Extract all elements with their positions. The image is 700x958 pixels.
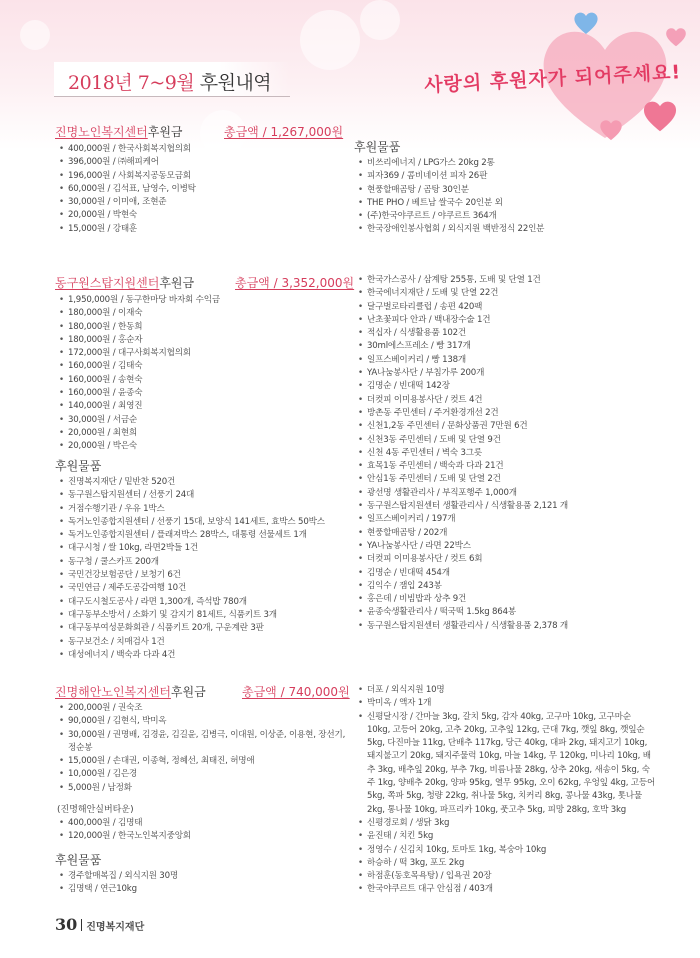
list-item: • THE PHO / 베트남 쌀국수 20인분 외 — [356, 197, 656, 210]
list-item: • 180,000원 / 한동희 — [57, 321, 347, 334]
list-item: • 400,000원 / 김명태 — [57, 817, 347, 830]
list-item: • 신천 4동 주민센터 / 벽숙 3그릇 — [356, 447, 656, 460]
page-footer — [55, 915, 144, 934]
section2-goods-heading: 후원물품 — [55, 459, 102, 473]
heart-icon — [640, 98, 680, 134]
section3-total: 총금액 / 740,000원 — [242, 685, 350, 699]
section3-goods-left-list — [57, 870, 347, 897]
list-item: • 172,000원 / 대구사회복지협의회 — [57, 347, 347, 360]
list-item: • 20,000원 / 박현숙 — [57, 209, 347, 222]
section2-heading — [55, 275, 194, 291]
section1-total: 총금액 / 1,267,000원 — [224, 125, 344, 139]
list-item: • 난초꽃피다 안과 / 백내장수술 1건 — [356, 314, 656, 327]
list-item: • 한국장애인봉사협회 / 외식지원 백반정식 22인분 — [356, 223, 656, 236]
list-item: • 일프스베이커리 / 197개 — [356, 513, 656, 526]
section1-goods-heading: 후원물품 — [354, 140, 401, 154]
list-item: • YA나눔봉사단 / 부침가루 200개 — [356, 367, 656, 380]
section3-goods-heading: 후원물품 — [55, 853, 102, 867]
list-item: • 동구청 / 쿨스카프 200개 — [57, 556, 357, 569]
list-item: • 적십자 / 식생활용품 102건 — [356, 327, 656, 340]
list-item: • 200,000원 / 권숙조 — [57, 702, 347, 715]
list-item: • 국민건강보험공단 / 보청기 6건 — [57, 569, 357, 582]
section1-goods-list — [356, 157, 656, 237]
list-item: • 180,000원 / 홍순자 — [57, 334, 347, 347]
list-item: • 국민연금 / 제주도공감여행 10건 — [57, 582, 357, 595]
list-item: • 일프스베이커리 / 빵 138개 — [356, 354, 656, 367]
section1-donation-list — [57, 143, 347, 236]
section2-total: 총금액 / 3,352,000원 — [235, 276, 355, 290]
heart-icon — [598, 118, 624, 142]
list-item: • 한국야쿠르트 대구 안심점 / 403개 — [356, 883, 656, 896]
list-item: • 독거노인종합지원센터 / 선풍기 15대, 보양식 141세트, 효박스 50박스 — [57, 516, 357, 529]
footer-divider — [81, 919, 82, 931]
list-item: • 거점수행기관 / 우유 1박스 — [57, 503, 357, 516]
list-item: • 20,000원 / 최현희 — [57, 427, 347, 440]
list-item: • 대구동부여성문화회관 / 식품키트 20개, 구운계란 3판 — [57, 622, 357, 635]
list-item: • 경주할매복집 / 외식지원 30명 — [57, 870, 347, 883]
list-item: • 현풍할매곰탕 / 곰탕 30인분 — [356, 184, 656, 197]
title-text: 후원내역 — [199, 72, 272, 94]
title-period: 2018년 7~9월 — [68, 72, 195, 94]
list-item: • 달구벌로타리클럽 / 송편 420팩 — [356, 301, 656, 314]
section3-suffix: 후원금 — [170, 685, 206, 699]
page-title — [68, 68, 271, 95]
list-item: • 196,000원 / 사회복지공동모금회 — [57, 170, 347, 183]
page-number: 30 — [55, 915, 78, 934]
list-item: • 160,000원 / 송현숙 — [57, 374, 347, 387]
list-item: • 효목1동 주민센터 / 백숙과 다과 21건 — [356, 460, 656, 473]
list-item: • 하점훈(동호목욕탕) / 입욕권 20장 — [356, 870, 656, 883]
list-item: • 140,000원 / 최영진 — [57, 400, 347, 413]
list-item: • 10,000원 / 김은경 — [57, 768, 347, 781]
list-item: • 30,000원 / 이미애, 조현준 — [57, 196, 347, 209]
list-item: • 박미옥 / 액자 1개 — [356, 697, 656, 710]
list-item: • 160,000원 / 윤종숙 — [57, 387, 347, 400]
list-item: • 15,000원 / 손대권, 이종혁, 정혜선, 최태진, 허명애 — [57, 755, 347, 768]
list-item: • 현풍할매곰탕 / 202개 — [356, 527, 656, 540]
list-item: • 30,000원 / 권명배, 김경윤, 김길윤, 김병극, 이대원, 이상준, 이용현, 장선기, 정순봉 — [57, 729, 347, 756]
list-item: • 방촌동 주민센터 / 주거환경개선 2건 — [356, 407, 656, 420]
list-item: • 신평달시장 / 간마늘 3kg, 갈치 5kg, 감자 40kg, 고구마 10kg, 고구마순 10kg, 고등어 20kg, 고추 20kg, 고추잎 12kg, 근대 7kg, 깻잎 8kg, 깻잎순 5kg, 다진마늘 11kg, 단배추 117kg, 당근 40kg, 대파 2kg, 돼지고기 10kg, 돼지불고기 20kg, 돼지주물럭 10kg, 마늘 14kg, 무 120kg, 미나리 10kg, 배추 3kg, 배추잎 20kg, 부추 7kg, 비름나물 28kg, 상추 20kg, 새송이 5kg, 숙주 1kg, 양배추 20kg, 양파 95kg, 열무 95kg, 오이 62kg, 우엉잎 4kg, 고등어 5kg, 쪽파 5kg, 청량 22kg, 취나물 5kg, 치커리 8kg, 콩나물 43kg, 톳나물 2kg, 통나물 10kg, 파프리카 10kg, 풋고추 5kg, 피망 28kg, 호박 3kg — [356, 711, 656, 817]
bokeh-decoration — [360, 0, 400, 40]
list-item: • 신천1,2동 주민센터 / 문화상품권 7만원 6건 — [356, 420, 656, 433]
page-title-box — [54, 62, 290, 97]
list-item: • 윤진태 / 치킨 5kg — [356, 830, 656, 843]
list-item: • 안심1동 주민센터 / 도배 및 단열 2건 — [356, 473, 656, 486]
list-item: • 한국에너지재단 / 도배 및 단열 22건 — [356, 287, 656, 300]
bokeh-decoration — [20, 20, 50, 50]
list-item: • 더컷피 이미용봉사단 / 컷트 4건 — [356, 394, 656, 407]
section2-org: 동구원스탑지원센터 — [55, 276, 160, 290]
footer-foundation-name: 진명복지재단 — [86, 922, 145, 933]
slogan: 사랑의 후원자가 되어주세요! — [423, 61, 682, 97]
heart-icon — [664, 26, 688, 48]
section3-org: 진명해안노인복지센터 — [55, 685, 171, 699]
section2-goods-right-list — [356, 274, 656, 633]
section2-goods-left-list — [57, 476, 357, 662]
list-item: • 5,000원 / 남정화 — [57, 782, 347, 795]
list-item: • 396,000원 / ㈜해피케어 — [57, 156, 347, 169]
list-item: • 하승하 / 떡 3kg, 포도 2kg — [356, 857, 656, 870]
list-item: • 신천3동 주민센터 / 도배 및 단열 9건 — [356, 434, 656, 447]
list-item: • 진명복지재단 / 밑반찬 520건 — [57, 476, 357, 489]
list-item: • 독거노인종합지원센터 / 플래져박스 28박스, 대통령 선물세트 1개 — [57, 529, 357, 542]
list-item: • 피자369 / 콤비네이션 피자 26판 — [356, 170, 656, 183]
list-item: • 대구동부소방서 / 소화기 및 감지기 81세트, 식품키트 3개 — [57, 609, 357, 622]
list-item: • 광선명 생활관리사 / 부직포행주 1,000개 — [356, 487, 656, 500]
list-item: • 신평경로회 / 생닭 3kg — [356, 817, 656, 830]
list-item: • 홍은데 / 비빔밥과 상추 9건 — [356, 593, 656, 606]
list-item: • 400,000원 / 한국사회복지협의회 — [57, 143, 347, 156]
list-item: • 김명순 / 빈대떡 454개 — [356, 567, 656, 580]
list-item: • 60,000원 / 김석표, 남영수, 이병탁 — [57, 183, 347, 196]
list-item: • 30ml에스프레소 / 빵 317개 — [356, 340, 656, 353]
list-item: • 정영수 / 신김치 10kg, 토마토 1kg, 복숭아 10kg — [356, 844, 656, 857]
list-item: • 한국가스공사 / 삼계탕 255통, 도배 및 단열 1건 — [356, 274, 656, 287]
list-item: • 대구도시철도공사 / 라면 1,300개, 즉석밥 780개 — [57, 596, 357, 609]
list-item: • 동구원스탑지원센터 / 선풍기 24대 — [57, 489, 357, 502]
list-item: • (주)한국야쿠르트 / 야쿠르트 364개 — [356, 210, 656, 223]
list-item: • 대성에너지 / 백숙과 다과 4건 — [57, 649, 357, 662]
list-item: • 대구시청 / 쌀 10kg, 라면2박들 1건 — [57, 542, 357, 555]
list-item: • 김명택 / 연근10kg — [57, 883, 347, 896]
list-item: • 20,000원 / 박은숙 — [57, 440, 347, 453]
section1-suffix: 후원금 — [147, 125, 183, 139]
list-item: • 90,000원 / 김현식, 박미옥 — [57, 715, 347, 728]
list-item: • 더컷피 이미용봉사단 / 컷트 6회 — [356, 553, 656, 566]
list-item: • 120,000원 / 한국노인복지중앙회 — [57, 830, 347, 843]
list-item: • 동구원스탑지원센터 생활관리사 / 식생활용품 2,121 개 — [356, 500, 656, 513]
section1-heading — [55, 124, 183, 140]
list-item: • 15,000원 / 강태훈 — [57, 223, 347, 236]
list-item: • 윤종숙생활관리사 / 떡국떡 1.5kg 864봉 — [356, 606, 656, 619]
section3-sub-donation-list — [57, 817, 347, 844]
list-item: • 동구원스탑지원센터 생활관리사 / 식생활용품 2,378 개 — [356, 620, 656, 633]
list-item: • 180,000원 / 이재숙 — [57, 307, 347, 320]
section3-goods-right-list — [356, 684, 656, 897]
list-item: • 1,950,000원 / 동구한마당 바자회 수익금 — [57, 294, 347, 307]
list-item: • 더포 / 외식지원 10명 — [356, 684, 656, 697]
list-item: • 비쓰리에너지 / LPG가스 20kg 2통 — [356, 157, 656, 170]
section3-heading — [55, 684, 206, 700]
section2-suffix: 후원금 — [159, 276, 195, 290]
section1-org: 진명노인복지센터 — [55, 125, 148, 139]
section2-donation-list — [57, 294, 347, 454]
section3-subgroup: (진명해안실버타운) — [57, 805, 134, 815]
list-item: • 30,000원 / 서금순 — [57, 414, 347, 427]
bokeh-decoration — [300, 10, 360, 70]
heart-icon — [572, 10, 600, 36]
list-item: • 김명순 / 빈대떡 142장 — [356, 380, 656, 393]
list-item: • YA나눔봉사단 / 라면 22박스 — [356, 540, 656, 553]
list-item: • 김익수 / 잼입 243봉 — [356, 580, 656, 593]
list-item: • 동구보건소 / 치매검사 1건 — [57, 636, 357, 649]
section3-donation-list — [57, 702, 347, 795]
list-item: • 160,000원 / 김태숙 — [57, 360, 347, 373]
